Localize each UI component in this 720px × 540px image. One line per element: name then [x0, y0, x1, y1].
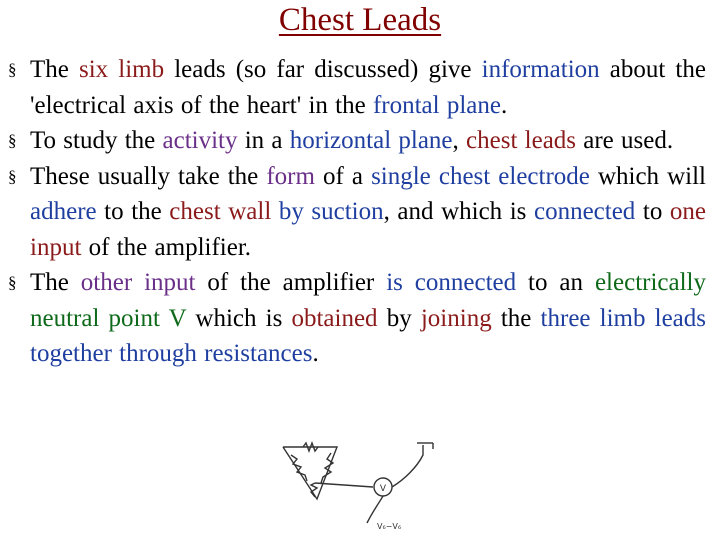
bullet-text-segment: .: [312, 340, 319, 367]
bullet-text-segment: in a: [237, 127, 290, 154]
bullet-marker-icon: §: [8, 273, 17, 292]
bullet-text-segment: ,: [452, 127, 467, 154]
bullet-text-segment: which is: [186, 304, 292, 332]
bullet-item: [8, 159, 706, 266]
bullet-text-segment: three limb leads together through resistances: [30, 304, 707, 367]
diagram-caption: V₆−V₆: [376, 522, 402, 531]
bullet-marker-icon: §: [8, 131, 17, 150]
bullet-text-segment: The: [30, 56, 79, 83]
bullet-text-segment: These usually take the: [30, 162, 267, 190]
resistor-right: [321, 453, 333, 483]
bullet-text-segment: one input: [30, 198, 706, 261]
bullet-text-segment: is connected: [386, 269, 517, 296]
bullet-text-segment: of the amplifier: [195, 269, 387, 296]
bullet-text-segment: by suction: [278, 198, 384, 225]
bullet-text-segment: .: [500, 91, 508, 119]
bullet-text-segment: frontal plane: [372, 91, 501, 119]
wire-neutral: [315, 483, 373, 487]
bullet-text-segment: to an: [516, 269, 595, 296]
bullet-text-segment: of the amplifier.: [81, 233, 252, 261]
bullet-text-segment: six limb: [78, 56, 165, 83]
chest-electrode-wire: [392, 445, 423, 487]
bullet-text-segment: information: [481, 56, 600, 83]
bullet-marker-icon: §: [8, 60, 17, 79]
bullet-text-segment: by: [377, 304, 421, 332]
bullet-text-segment: chest wall: [169, 198, 272, 225]
bullet-text-segment: which will: [589, 162, 706, 190]
bullet-item: [8, 123, 706, 159]
bullet-text-segment: activity: [162, 127, 238, 154]
bullet-text-segment: the: [491, 304, 541, 332]
bullet-text-segment: form: [266, 162, 315, 190]
bullet-text-segment: leads (so far discussed) give: [164, 56, 482, 83]
bullet-text-segment: adhere: [30, 198, 97, 225]
bullet-text-segment: about the 'electrical axis of the heart' in the: [30, 56, 706, 119]
bullet-text-segment: to: [635, 198, 670, 225]
bullet-list: [8, 52, 706, 372]
bullet-text-segment: joining: [420, 304, 492, 332]
bullet-item: [8, 52, 706, 123]
ground-wire: [367, 496, 383, 523]
bullet-text-segment: other input: [80, 269, 196, 296]
bullet-text-segment: single chest electrode: [371, 162, 590, 190]
slide-title: Chest Leads: [278, 2, 442, 38]
bullet-text-segment: horizontal plane: [289, 127, 453, 154]
bullet-text-segment: [271, 198, 279, 225]
bullet-marker-icon: §: [8, 166, 17, 186]
bullet-text-segment: obtained: [291, 304, 378, 332]
bullet-text-segment: The: [30, 269, 81, 296]
resistor-left: [291, 455, 307, 481]
bullet-text-segment: chest leads: [466, 127, 577, 154]
bullet-text-segment: connected: [533, 198, 636, 225]
bullet-text-segment: , and which is: [383, 198, 534, 225]
meter-label: V: [379, 484, 387, 494]
bullet-text-segment: are used.: [576, 127, 674, 154]
bullet-text-segment: electrically neutral point V: [30, 269, 706, 332]
bullet-text-segment: to the: [96, 198, 170, 225]
circuit-svg: [277, 437, 445, 533]
chest-lead-circuit-diagram: [277, 437, 445, 533]
bullet-text-segment: To study the: [30, 127, 163, 154]
bullet-text-segment: of a: [314, 162, 372, 190]
bullet-item: [8, 265, 706, 372]
